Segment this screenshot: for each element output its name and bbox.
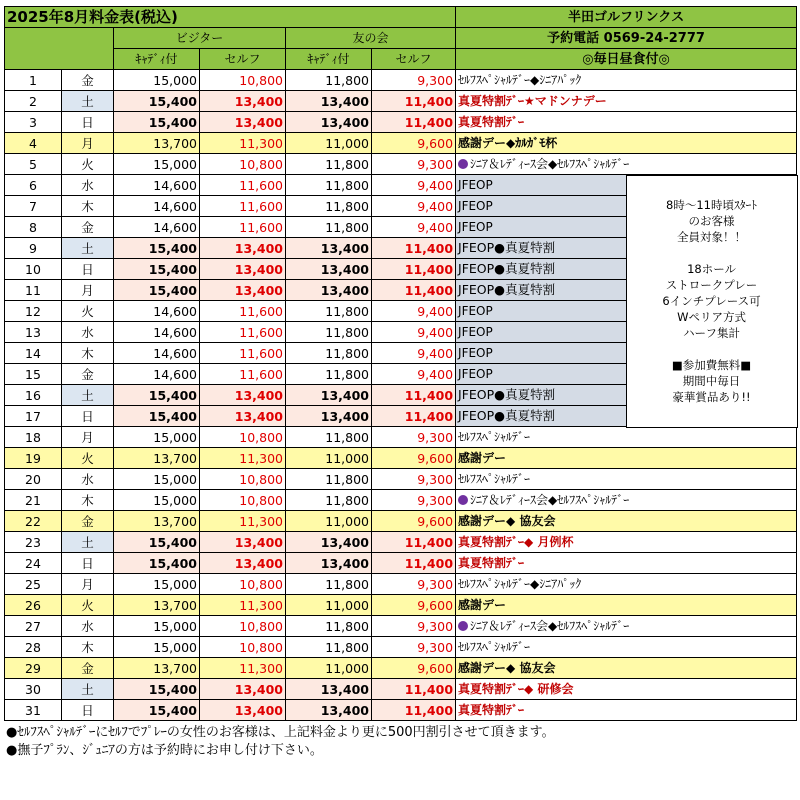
- tomonokai-self-price: 9,300: [372, 616, 456, 637]
- tomonokai-self-header: セルフ: [372, 49, 456, 70]
- event-note: [456, 553, 797, 574]
- event-note-text: JFEOP●真夏特割: [458, 240, 556, 255]
- tomonokai-caddie-price: 11,800: [286, 343, 372, 364]
- tomonokai-self-price: 9,300: [372, 427, 456, 448]
- footer-note-ladies-discount: ●ｾﾙﾌｽﾍﾟｼｬﾙﾃﾞｰにｾﾙﾌでﾌﾟﾚｰの女性のお客様は、上記料金より更に500円割引させて頂きます。: [6, 725, 555, 740]
- tomonokai-caddie-price: 11,000: [286, 511, 372, 532]
- tomonokai-caddie-price: 13,400: [286, 700, 372, 721]
- date-cell: 15: [5, 364, 62, 385]
- tomonokai-self-price: 9,400: [372, 196, 456, 217]
- jfeop-info-line: ストロークプレー: [665, 278, 758, 292]
- event-note-text: ｾﾙﾌｽﾍﾟｼｬﾙﾃﾞｰ◆ｼﾆｱﾊﾟｯｸ: [458, 72, 582, 87]
- tomonokai-self-price: 9,400: [372, 322, 456, 343]
- visitor-self-price: 10,800: [200, 490, 286, 511]
- tomonokai-caddie-price: 13,400: [286, 238, 372, 259]
- visitor-self-price: 11,600: [200, 217, 286, 238]
- date-cell: 31: [5, 700, 62, 721]
- visitor-self-price: 13,400: [200, 238, 286, 259]
- visitor-caddie-price: 15,000: [114, 427, 200, 448]
- tomonokai-caddie-price: 13,400: [286, 259, 372, 280]
- event-note: [456, 448, 797, 469]
- weekday-cell: 土: [62, 91, 114, 112]
- tomonokai-self-price: 9,400: [372, 364, 456, 385]
- visitor-self-price: 10,800: [200, 70, 286, 91]
- jfeop-info-line: [629, 245, 795, 261]
- tomonokai-self-price: 11,400: [372, 679, 456, 700]
- visitor-caddie-price: 14,600: [114, 343, 200, 364]
- event-note: [456, 532, 797, 553]
- weekday-cell: 水: [62, 616, 114, 637]
- jfeop-info-line: ■参加費無料■: [671, 358, 752, 372]
- event-note: [456, 574, 797, 595]
- event-note-text: 感謝デー◆ 協友会: [458, 660, 556, 675]
- tomonokai-caddie-price: 11,800: [286, 175, 372, 196]
- date-cell: 6: [5, 175, 62, 196]
- visitor-caddie-price: 15,000: [114, 490, 200, 511]
- table-row: [5, 679, 797, 700]
- date-cell: 16: [5, 385, 62, 406]
- date-header-blank: [5, 28, 114, 70]
- visitor-caddie-price: 15,400: [114, 112, 200, 133]
- tomonokai-caddie-price: 11,800: [286, 637, 372, 658]
- date-cell: 21: [5, 490, 62, 511]
- visitor-caddie-price: 15,000: [114, 616, 200, 637]
- tomonokai-self-price: 11,400: [372, 700, 456, 721]
- visitor-self-price: 13,400: [200, 280, 286, 301]
- visitor-caddie-price: 15,000: [114, 637, 200, 658]
- date-cell: 14: [5, 343, 62, 364]
- event-note: [456, 133, 797, 154]
- event-note: [456, 595, 797, 616]
- tomonokai-self-price: 9,400: [372, 217, 456, 238]
- visitor-self-price: 13,400: [200, 91, 286, 112]
- visitor-self-price: 11,300: [200, 595, 286, 616]
- event-note: [456, 637, 797, 658]
- visitor-self-price: 11,300: [200, 511, 286, 532]
- table-row: [5, 133, 797, 154]
- tomonokai-self-price: 9,300: [372, 70, 456, 91]
- table-row: [5, 553, 797, 574]
- tomonokai-self-price: 9,600: [372, 511, 456, 532]
- visitor-caddie-price: 14,600: [114, 301, 200, 322]
- tomonokai-caddie-price: 11,000: [286, 658, 372, 679]
- weekday-cell: 木: [62, 343, 114, 364]
- date-cell: 10: [5, 259, 62, 280]
- tomonokai-self-price: 11,400: [372, 532, 456, 553]
- purple-dot-icon: [458, 159, 468, 169]
- jfeop-info-line: のお客様: [688, 214, 735, 228]
- visitor-self-price: 13,400: [200, 385, 286, 406]
- date-cell: 1: [5, 70, 62, 91]
- date-cell: 30: [5, 679, 62, 700]
- visitor-self-price: 13,400: [200, 532, 286, 553]
- tomonokai-caddie-price: 11,800: [286, 70, 372, 91]
- visitor-self-price: 11,600: [200, 364, 286, 385]
- weekday-cell: 木: [62, 490, 114, 511]
- event-note-text: 感謝デー: [458, 597, 507, 612]
- jfeop-info-line: 全員対象！！: [677, 230, 747, 244]
- visitor-self-price: 11,600: [200, 301, 286, 322]
- tomonokai-caddie-price: 13,400: [286, 112, 372, 133]
- date-cell: 29: [5, 658, 62, 679]
- tomonokai-self-price: 9,600: [372, 133, 456, 154]
- event-note-text: JFEOP: [458, 345, 493, 360]
- visitor-caddie-price: 15,400: [114, 406, 200, 427]
- date-cell: 4: [5, 133, 62, 154]
- table-row: [5, 637, 797, 658]
- weekday-cell: 火: [62, 154, 114, 175]
- weekday-cell: 火: [62, 301, 114, 322]
- tomonokai-caddie-price: 11,800: [286, 490, 372, 511]
- tomonokai-self-price: 11,400: [372, 91, 456, 112]
- visitor-self-price: 11,300: [200, 448, 286, 469]
- visitor-self-price: 10,800: [200, 616, 286, 637]
- event-note-text: JFEOP●真夏特割: [458, 387, 556, 402]
- table-row: [5, 616, 797, 637]
- visitor-caddie-price: 14,600: [114, 217, 200, 238]
- weekday-cell: 木: [62, 196, 114, 217]
- weekday-cell: 日: [62, 553, 114, 574]
- event-note-text: ｼﾆｱ＆ﾚﾃﾞｨｰｽ会◆ｾﾙﾌｽﾍﾟｼｬﾙﾃﾞｰ: [470, 156, 630, 171]
- date-cell: 17: [5, 406, 62, 427]
- visitor-caddie-price: 13,700: [114, 595, 200, 616]
- jfeop-info-line: 6インチプレース可: [662, 294, 761, 308]
- visitor-caddie-price: 14,600: [114, 175, 200, 196]
- table-row: [5, 700, 797, 721]
- event-note-text: 真夏特割ﾃﾞｰ: [458, 702, 525, 717]
- visitor-header: ビジター: [114, 28, 286, 49]
- tomonokai-caddie-price: 11,800: [286, 217, 372, 238]
- visitor-self-price: 11,600: [200, 322, 286, 343]
- reservation-phone: 予約電話 0569-24-2777: [456, 28, 797, 49]
- table-row: [5, 511, 797, 532]
- tomonokai-caddie-price: 11,800: [286, 616, 372, 637]
- visitor-self-price: 11,600: [200, 196, 286, 217]
- date-cell: 19: [5, 448, 62, 469]
- visitor-self-price: 13,400: [200, 553, 286, 574]
- table-row: [5, 658, 797, 679]
- date-cell: 20: [5, 469, 62, 490]
- tomonokai-header: 友の会: [286, 28, 456, 49]
- tomonokai-self-price: 9,400: [372, 301, 456, 322]
- date-cell: 24: [5, 553, 62, 574]
- event-note-text: JFEOP●真夏特割: [458, 408, 556, 423]
- tomonokai-self-price: 9,400: [372, 175, 456, 196]
- tomonokai-self-price: 9,300: [372, 574, 456, 595]
- table-row: [5, 448, 797, 469]
- event-note-text: 感謝デー◆ｶﾙｶﾞﾓ杯: [458, 135, 558, 150]
- visitor-self-header: セルフ: [200, 49, 286, 70]
- date-cell: 7: [5, 196, 62, 217]
- tomonokai-caddie-price: 13,400: [286, 406, 372, 427]
- visitor-self-price: 13,400: [200, 112, 286, 133]
- date-cell: 27: [5, 616, 62, 637]
- table-row: [5, 574, 797, 595]
- table-row: [5, 427, 797, 448]
- event-note-text: JFEOP●真夏特割: [458, 282, 556, 297]
- visitor-self-price: 10,800: [200, 637, 286, 658]
- tomonokai-caddie-price: 13,400: [286, 532, 372, 553]
- tomonokai-caddie-price: 11,800: [286, 154, 372, 175]
- visitor-caddie-price: 15,400: [114, 259, 200, 280]
- visitor-caddie-price: 15,400: [114, 700, 200, 721]
- event-note: [456, 112, 797, 133]
- visitor-caddie-price: 15,400: [114, 238, 200, 259]
- event-note-text: JFEOP●真夏特割: [458, 261, 556, 276]
- event-note-text: JFEOP: [458, 198, 493, 213]
- date-cell: 22: [5, 511, 62, 532]
- event-note-text: 真夏特割ﾃﾞｰ: [458, 114, 525, 129]
- visitor-self-price: 11,600: [200, 343, 286, 364]
- weekday-cell: 金: [62, 217, 114, 238]
- tomonokai-caddie-price: 13,400: [286, 679, 372, 700]
- date-cell: 23: [5, 532, 62, 553]
- tomonokai-caddie-price: 13,400: [286, 553, 372, 574]
- tomonokai-caddie-price: 11,800: [286, 574, 372, 595]
- event-note-text: JFEOP: [458, 324, 493, 339]
- event-note-text: 真夏特割ﾃﾞｰ◆ 月例杯: [458, 534, 574, 549]
- footer-notes: [4, 724, 796, 760]
- weekday-cell: 月: [62, 574, 114, 595]
- page-title: 2025年8月料金表(税込): [5, 7, 456, 28]
- visitor-caddie-price: 13,700: [114, 511, 200, 532]
- jfeop-info-line: 豪華賞品あり!!: [672, 390, 751, 404]
- date-cell: 2: [5, 91, 62, 112]
- event-note-text: ｼﾆｱ＆ﾚﾃﾞｨｰｽ会◆ｾﾙﾌｽﾍﾟｼｬﾙﾃﾞｰ: [470, 618, 630, 633]
- table-row: [5, 490, 797, 511]
- tomonokai-caddie-price: 11,800: [286, 301, 372, 322]
- jfeop-info-line: 期間中毎日: [682, 374, 741, 388]
- table-row: [5, 112, 797, 133]
- visitor-caddie-price: 15,400: [114, 532, 200, 553]
- tomonokai-self-price: 9,300: [372, 637, 456, 658]
- purple-dot-icon: [458, 621, 468, 631]
- weekday-cell: 金: [62, 658, 114, 679]
- visitor-self-price: 11,300: [200, 133, 286, 154]
- visitor-self-price: 13,400: [200, 700, 286, 721]
- footer-note-junior: ●撫子ﾌﾟﾗﾝ、ｼﾞｭﾆｱの方は予約時にお申し付け下さい。: [6, 743, 323, 758]
- weekday-cell: 火: [62, 448, 114, 469]
- event-note: [456, 70, 797, 91]
- tomonokai-self-price: 11,400: [372, 259, 456, 280]
- jfeop-info-box: [626, 175, 798, 428]
- visitor-self-price: 11,300: [200, 658, 286, 679]
- club-name: 半田ゴルフリンクス: [456, 7, 797, 28]
- tomonokai-self-price: 9,300: [372, 154, 456, 175]
- jfeop-info-line: [629, 341, 795, 357]
- tomonokai-caddie-price: 11,000: [286, 133, 372, 154]
- visitor-caddie-price: 15,000: [114, 469, 200, 490]
- weekday-cell: 土: [62, 385, 114, 406]
- visitor-caddie-price: 15,400: [114, 385, 200, 406]
- tomonokai-caddie-header: ｷｬﾃﾞｨ付: [286, 49, 372, 70]
- event-note-text: 真夏特割ﾃﾞｰ: [458, 555, 525, 570]
- table-row: [5, 469, 797, 490]
- table-row: [5, 70, 797, 91]
- event-note-text: JFEOP: [458, 303, 493, 318]
- jfeop-info-line: 18ホール: [687, 262, 736, 276]
- event-note: [456, 616, 797, 637]
- weekday-cell: 土: [62, 532, 114, 553]
- tomonokai-self-price: 11,400: [372, 238, 456, 259]
- weekday-cell: 月: [62, 427, 114, 448]
- visitor-self-price: 10,800: [200, 469, 286, 490]
- table-row: [5, 595, 797, 616]
- tomonokai-caddie-price: 11,800: [286, 322, 372, 343]
- event-note-text: 真夏特割ﾃﾞｰ★マドンナデー: [458, 93, 607, 108]
- event-note-text: 真夏特割ﾃﾞｰ◆ 研修会: [458, 681, 574, 696]
- tomonokai-caddie-price: 11,800: [286, 427, 372, 448]
- visitor-caddie-price: 15,000: [114, 154, 200, 175]
- tomonokai-self-price: 9,400: [372, 343, 456, 364]
- event-note: [456, 679, 797, 700]
- weekday-cell: 土: [62, 238, 114, 259]
- date-cell: 13: [5, 322, 62, 343]
- visitor-caddie-price: 15,400: [114, 91, 200, 112]
- tomonokai-self-price: 9,300: [372, 490, 456, 511]
- event-note: [456, 91, 797, 112]
- weekday-cell: 水: [62, 175, 114, 196]
- date-cell: 28: [5, 637, 62, 658]
- tomonokai-self-price: 9,600: [372, 595, 456, 616]
- jfeop-info-line: Wペリア方式: [677, 310, 746, 324]
- tomonokai-self-price: 9,300: [372, 469, 456, 490]
- tomonokai-caddie-price: 11,800: [286, 196, 372, 217]
- weekday-cell: 月: [62, 133, 114, 154]
- date-cell: 11: [5, 280, 62, 301]
- weekday-cell: 水: [62, 469, 114, 490]
- event-note-text: JFEOP: [458, 366, 493, 381]
- weekday-cell: 日: [62, 112, 114, 133]
- weekday-cell: 日: [62, 259, 114, 280]
- table-row: [5, 154, 797, 175]
- visitor-caddie-price: 14,600: [114, 196, 200, 217]
- weekday-cell: 金: [62, 70, 114, 91]
- weekday-cell: 土: [62, 679, 114, 700]
- date-cell: 12: [5, 301, 62, 322]
- event-note: [456, 658, 797, 679]
- visitor-caddie-price: 13,700: [114, 448, 200, 469]
- weekday-cell: 日: [62, 406, 114, 427]
- lunch-notice: ◎毎日昼食付◎: [456, 49, 797, 70]
- event-note-text: 感謝デー: [458, 450, 507, 465]
- date-cell: 9: [5, 238, 62, 259]
- weekday-cell: 火: [62, 595, 114, 616]
- date-cell: 3: [5, 112, 62, 133]
- weekday-cell: 木: [62, 637, 114, 658]
- visitor-caddie-price: 15,400: [114, 553, 200, 574]
- visitor-caddie-price: 15,000: [114, 70, 200, 91]
- price-sheet: [4, 6, 796, 760]
- tomonokai-caddie-price: 13,400: [286, 91, 372, 112]
- event-note: [456, 427, 797, 448]
- jfeop-info-line: 8時～11時頃ｽﾀｰﾄ: [666, 198, 757, 212]
- visitor-self-price: 11,600: [200, 175, 286, 196]
- visitor-self-price: 13,400: [200, 406, 286, 427]
- weekday-cell: 月: [62, 280, 114, 301]
- tomonokai-caddie-price: 13,400: [286, 385, 372, 406]
- visitor-caddie-price: 15,000: [114, 574, 200, 595]
- visitor-self-price: 13,400: [200, 679, 286, 700]
- tomonokai-self-price: 9,600: [372, 448, 456, 469]
- weekday-cell: 水: [62, 322, 114, 343]
- tomonokai-caddie-price: 11,000: [286, 448, 372, 469]
- date-cell: 26: [5, 595, 62, 616]
- event-note-text: JFEOP: [458, 177, 493, 192]
- date-cell: 5: [5, 154, 62, 175]
- event-note-text: ｾﾙﾌｽﾍﾟｼｬﾙﾃﾞｰ: [458, 639, 531, 654]
- visitor-caddie-price: 15,400: [114, 280, 200, 301]
- visitor-self-price: 13,400: [200, 259, 286, 280]
- visitor-caddie-header: ｷｬﾃﾞｨ付: [114, 49, 200, 70]
- event-note-text: ｾﾙﾌｽﾍﾟｼｬﾙﾃﾞｰ: [458, 429, 531, 444]
- visitor-caddie-price: 14,600: [114, 322, 200, 343]
- event-note: [456, 700, 797, 721]
- event-note-text: ｼﾆｱ＆ﾚﾃﾞｨｰｽ会◆ｾﾙﾌｽﾍﾟｼｬﾙﾃﾞｰ: [470, 492, 630, 507]
- purple-dot-icon: [458, 495, 468, 505]
- event-note: [456, 511, 797, 532]
- date-cell: 8: [5, 217, 62, 238]
- visitor-caddie-price: 14,600: [114, 364, 200, 385]
- date-cell: 18: [5, 427, 62, 448]
- table-row: [5, 532, 797, 553]
- event-note-text: 感謝デー◆ 協友会: [458, 513, 556, 528]
- date-cell: 25: [5, 574, 62, 595]
- tomonokai-caddie-price: 13,400: [286, 280, 372, 301]
- jfeop-info-line: ハーフ集計: [683, 326, 740, 340]
- tomonokai-self-price: 11,400: [372, 280, 456, 301]
- event-note: [456, 469, 797, 490]
- tomonokai-self-price: 11,400: [372, 112, 456, 133]
- event-note-text: ｾﾙﾌｽﾍﾟｼｬﾙﾃﾞｰ: [458, 471, 531, 486]
- tomonokai-self-price: 11,400: [372, 406, 456, 427]
- tomonokai-caddie-price: 11,000: [286, 595, 372, 616]
- visitor-self-price: 10,800: [200, 427, 286, 448]
- event-note: [456, 154, 797, 175]
- weekday-cell: 日: [62, 700, 114, 721]
- event-note-text: JFEOP: [458, 219, 493, 234]
- weekday-cell: 金: [62, 364, 114, 385]
- tomonokai-self-price: 9,600: [372, 658, 456, 679]
- weekday-cell: 金: [62, 511, 114, 532]
- tomonokai-self-price: 11,400: [372, 385, 456, 406]
- visitor-caddie-price: 15,400: [114, 679, 200, 700]
- visitor-self-price: 10,800: [200, 574, 286, 595]
- tomonokai-caddie-price: 11,800: [286, 469, 372, 490]
- visitor-caddie-price: 13,700: [114, 658, 200, 679]
- tomonokai-caddie-price: 11,800: [286, 364, 372, 385]
- tomonokai-self-price: 11,400: [372, 553, 456, 574]
- visitor-self-price: 10,800: [200, 154, 286, 175]
- table-row: [5, 91, 797, 112]
- event-note: [456, 490, 797, 511]
- event-note-text: ｾﾙﾌｽﾍﾟｼｬﾙﾃﾞｰ◆ｼﾆｱﾊﾟｯｸ: [458, 576, 582, 591]
- visitor-caddie-price: 13,700: [114, 133, 200, 154]
